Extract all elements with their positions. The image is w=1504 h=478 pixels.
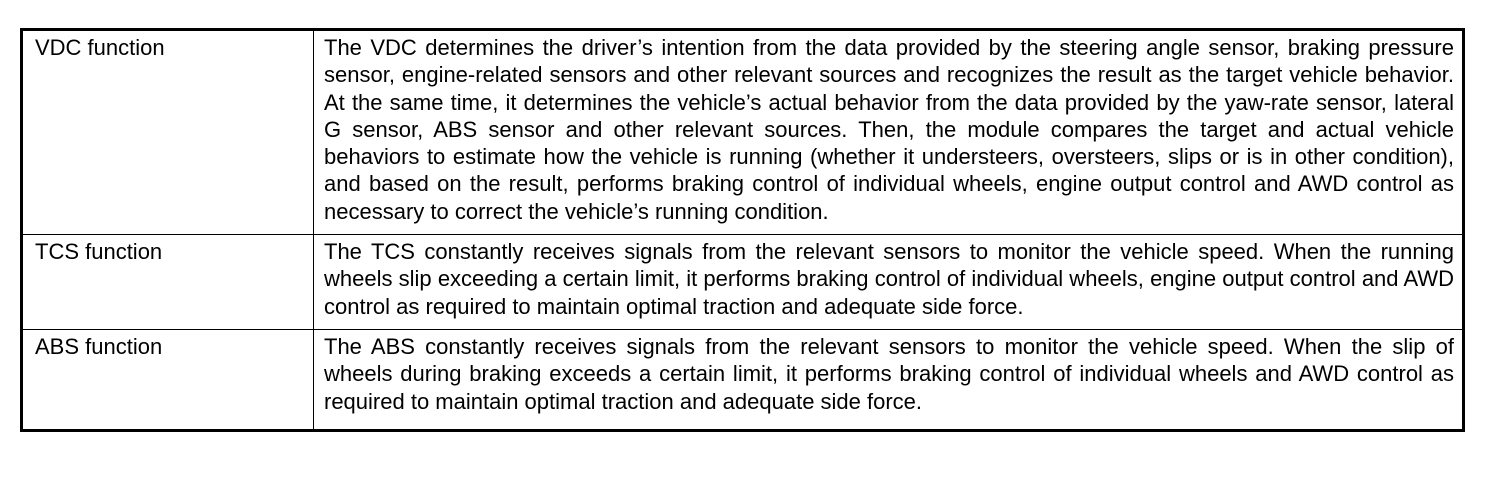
function-description-vdc: The VDC determines the driver’s intention from the data provided by the steering angle sensor, braking pressure sensor, engine-related sensors and other relevant sources and recognizes the result as the target vehicle behavior. At the same time, it determines the vehicle’s actual behavior from the data provided by the yaw-rate sensor, lateral G sensor, ABS sensor and other relevant sources. Then, the module compares the target and actual vehicle behaviors to estimate how the vehicle is running (whether it understeers, oversteers, slips or is in other condition), and based on the result, performs braking control of individual wheels, engine output control and AWD control as necessary to correct the vehicle’s running condition. bbox=[314, 30, 1464, 235]
function-description-abs: The ABS constantly receives signals from the relevant sensors to monitor the vehicle speed. When the slip of wheels during braking exceeds a certain limit, it performs braking control of individual wheels and AWD control as required to maintain optimal traction and adequate side force. bbox=[314, 329, 1464, 430]
table-row-abs bbox=[22, 329, 1464, 430]
table-row-tcs bbox=[22, 235, 1464, 330]
function-description-tcs: The TCS constantly receives signals from the relevant sensors to monitor the vehicle speed. When the running wheels slip exceeding a certain limit, it performs braking control of individual wheels, engine output control and AWD control as required to maintain optimal traction and adequate side force. bbox=[314, 235, 1464, 330]
function-term-abs: ABS function bbox=[22, 329, 314, 430]
function-description-table bbox=[20, 28, 1465, 432]
table-row-vdc bbox=[22, 30, 1464, 235]
function-term-tcs: TCS function bbox=[22, 235, 314, 330]
function-term-vdc: VDC function bbox=[22, 30, 314, 235]
